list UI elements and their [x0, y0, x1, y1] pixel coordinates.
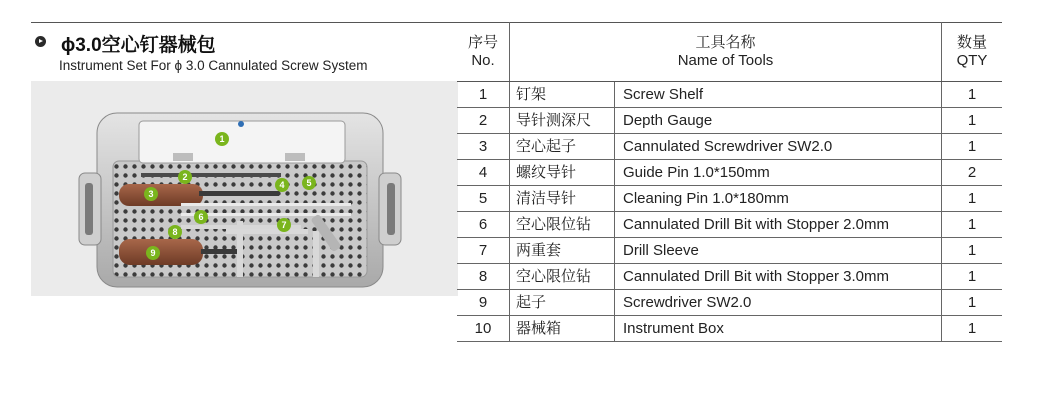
svg-text:6: 6: [198, 212, 204, 222]
svg-text:5: 5: [306, 178, 312, 188]
table-row: [457, 290, 1002, 316]
cell-name-en: Cannulated Screwdriver SW2.0: [615, 134, 942, 160]
cell-name-zh: 器械箱: [510, 316, 615, 342]
cell-qty: 1: [942, 108, 1003, 134]
cell-name-en: Cleaning Pin 1.0*180mm: [615, 186, 942, 212]
svg-text:1: 1: [219, 134, 225, 144]
callout-2: [178, 170, 192, 184]
table-row: [457, 160, 1002, 186]
cell-qty: 1: [942, 238, 1003, 264]
table-row: [457, 134, 1002, 160]
cell-qty: 2: [942, 160, 1003, 186]
header-no: 序号 No.: [457, 23, 510, 82]
callout-3: [144, 187, 158, 201]
cell-name-en: Drill Sleeve: [615, 238, 942, 264]
svg-text:3: 3: [148, 189, 154, 199]
cell-name-zh: 两重套: [510, 238, 615, 264]
callout-8: [168, 225, 182, 239]
cell-name-en: Cannulated Drill Bit with Stopper 3.0mm: [615, 264, 942, 290]
svg-text:2: 2: [182, 172, 188, 182]
cell-no: 9: [457, 290, 510, 316]
cell-qty: 1: [942, 82, 1003, 108]
cell-name-en: Instrument Box: [615, 316, 942, 342]
instrument-box-illustration: [31, 81, 458, 296]
header-qty: 数量 QTY: [942, 23, 1003, 82]
svg-text:8: 8: [172, 227, 178, 237]
cell-name-zh: 空心限位钻: [510, 212, 615, 238]
callout-1: [215, 132, 229, 146]
cell-no: 6: [457, 212, 510, 238]
table-row: [457, 238, 1002, 264]
play-bullet-icon: [35, 36, 46, 47]
cell-name-en: Depth Gauge: [615, 108, 942, 134]
table-row: [457, 186, 1002, 212]
cell-name-zh: 空心限位钻: [510, 264, 615, 290]
cell-qty: 1: [942, 290, 1003, 316]
cell-no: 7: [457, 238, 510, 264]
set-title: ϕ3.0空心钉器械包: [61, 35, 216, 56]
callout-5: [302, 176, 316, 190]
callout-7: [277, 218, 291, 232]
header-name: 工具名称 Name of Tools: [510, 23, 942, 82]
cell-name-en: Screwdriver SW2.0: [615, 290, 942, 316]
table-header-row: [457, 23, 1002, 82]
svg-text:9: 9: [150, 248, 156, 258]
instrument-photo: [31, 81, 458, 296]
tools-table: [457, 22, 1002, 342]
cell-no: 10: [457, 316, 510, 342]
cell-name-zh: 空心起子: [510, 134, 615, 160]
cell-no: 2: [457, 108, 510, 134]
cell-qty: 1: [942, 316, 1003, 342]
cell-name-zh: 导针测深尺: [510, 108, 615, 134]
cell-name-en: Guide Pin 1.0*150mm: [615, 160, 942, 186]
svg-text:4: 4: [279, 180, 285, 190]
cell-no: 3: [457, 134, 510, 160]
cell-name-zh: 起子: [510, 290, 615, 316]
table-row: [457, 316, 1002, 342]
table-row: [457, 82, 1002, 108]
cell-qty: 1: [942, 264, 1003, 290]
callout-4: [275, 178, 289, 192]
cell-qty: 1: [942, 212, 1003, 238]
svg-text:7: 7: [281, 220, 287, 230]
set-header: [31, 22, 459, 79]
callout-9: [146, 246, 160, 260]
cell-no: 4: [457, 160, 510, 186]
cell-name-zh: 钉架: [510, 82, 615, 108]
cell-name-en: Cannulated Drill Bit with Stopper 2.0mm: [615, 212, 942, 238]
cell-no: 8: [457, 264, 510, 290]
set-subtitle: Instrument Set For ϕ 3.0 Cannulated Screw System: [59, 58, 368, 73]
cell-no: 5: [457, 186, 510, 212]
cell-name-zh: 清洁导针: [510, 186, 615, 212]
callout-6: [194, 210, 208, 224]
table-row: [457, 212, 1002, 238]
cell-name-en: Screw Shelf: [615, 82, 942, 108]
cell-qty: 1: [942, 134, 1003, 160]
cell-no: 1: [457, 82, 510, 108]
table-row: [457, 264, 1002, 290]
cell-qty: 1: [942, 186, 1003, 212]
cell-name-zh: 螺纹导针: [510, 160, 615, 186]
table-row: [457, 108, 1002, 134]
